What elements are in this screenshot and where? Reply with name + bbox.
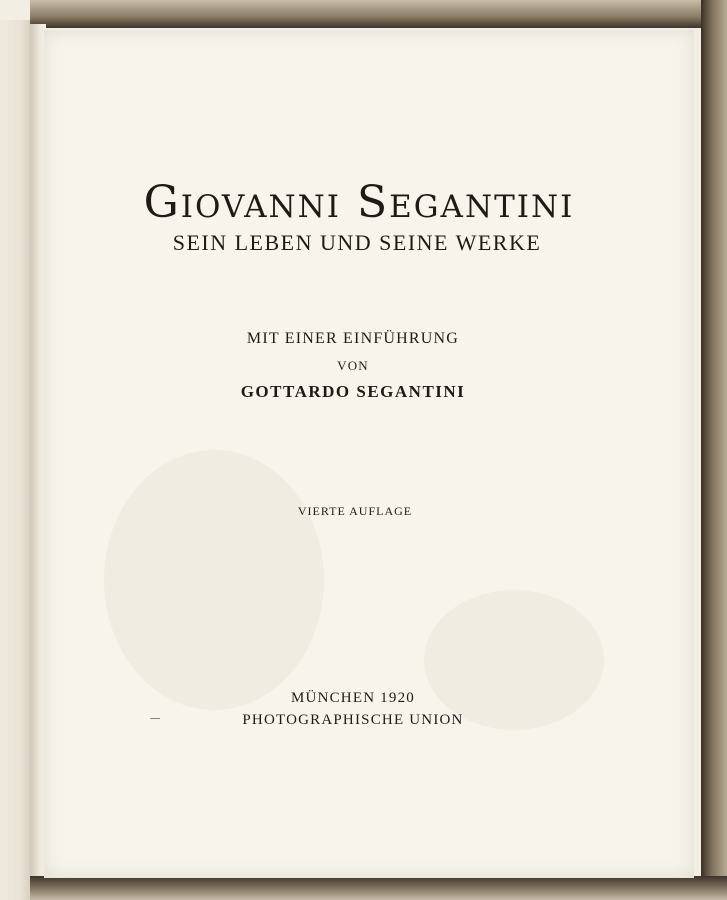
publisher-name: PHOTOGRAPHISCHE UNION [242, 712, 464, 728]
cover-edge-top [30, 0, 727, 28]
place-and-year: MÜNCHEN 1920 [291, 690, 415, 706]
paper-stain [424, 590, 604, 730]
title-page [44, 30, 694, 878]
cover-edge-right [701, 0, 727, 900]
book-title: Giovanni Segantini [143, 177, 575, 228]
endpaper [0, 20, 31, 900]
by-line: VON [337, 358, 369, 373]
author-name: GOTTARDO SEGANTINI [240, 382, 466, 401]
introduction-line: MIT EINER EINFÜHRUNG [246, 330, 460, 347]
pencil-mark [150, 718, 160, 719]
book-subtitle: SEIN LEBEN UND SEINE WERKE [172, 230, 542, 255]
edition-label: VIERTE AUFLAGE [297, 504, 413, 518]
cover-edge-bottom [30, 876, 727, 900]
paper-stain [104, 450, 324, 710]
